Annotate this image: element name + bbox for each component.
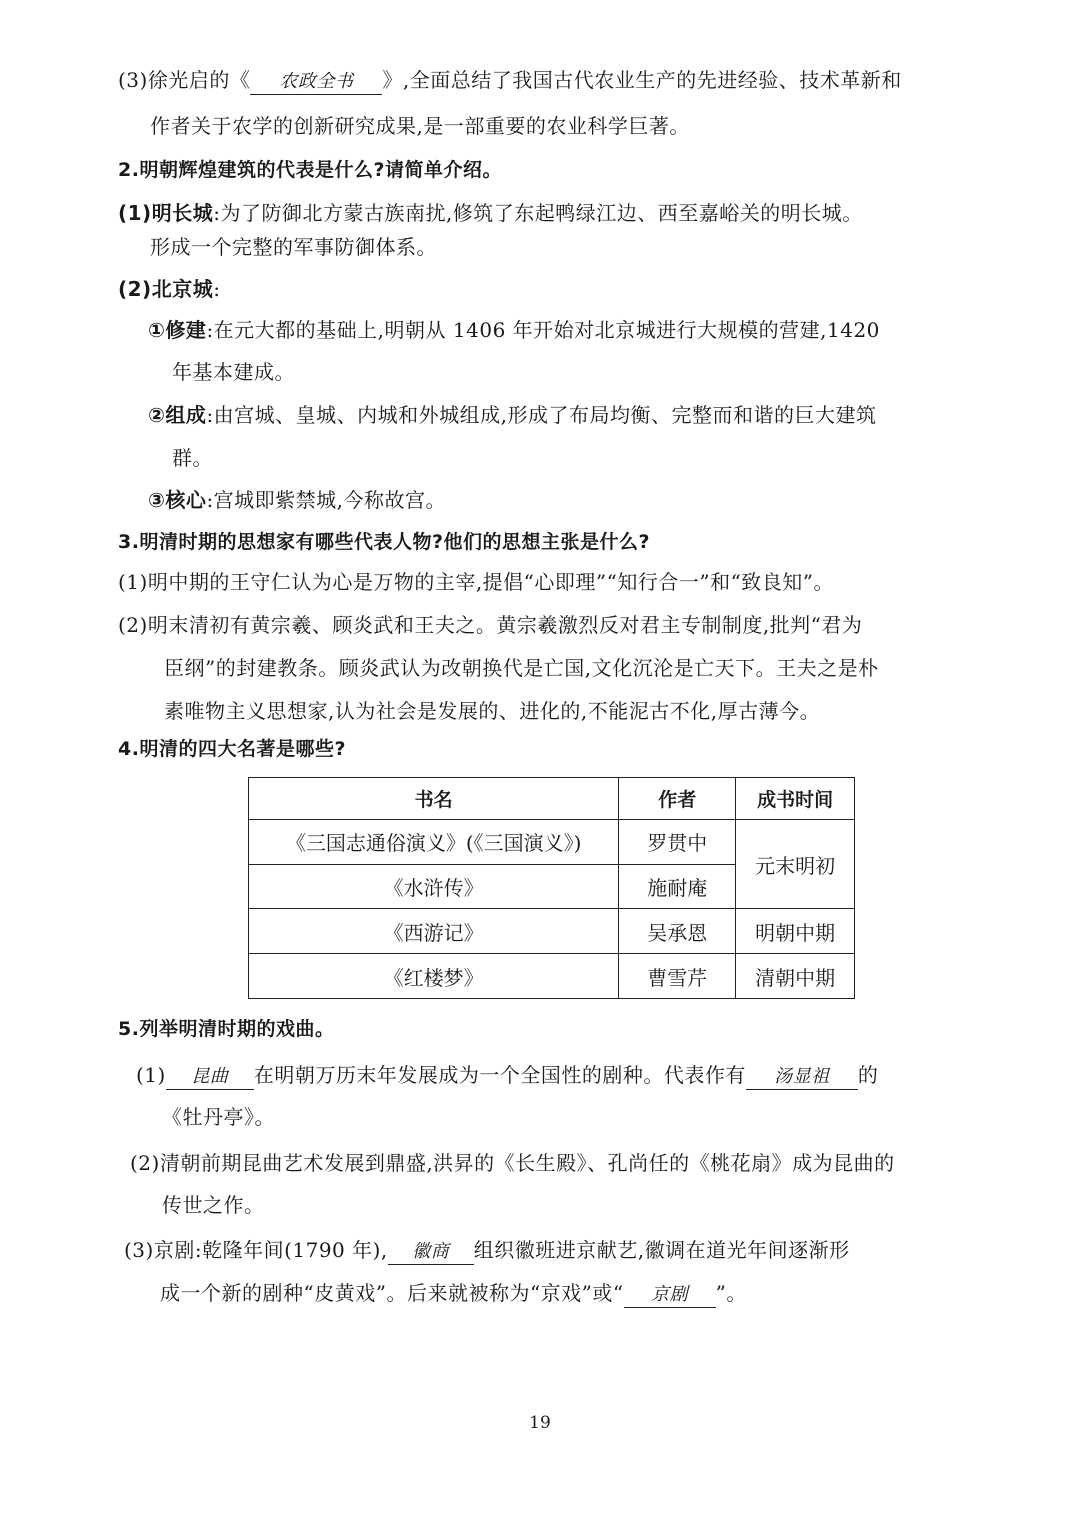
q2-item2-colon: :: [213, 277, 221, 301]
page-number: 19: [529, 1413, 551, 1433]
q5-item1-answer2-blank: 汤显祖: [746, 1065, 858, 1090]
q5-item3-middle: 组织徽班进京献艺,徽调在道光年间逐渐形: [473, 1238, 850, 1262]
q5-item3-line2: [160, 1279, 747, 1308]
table-row: [249, 954, 855, 999]
table-cell-book: 《西游记》: [249, 909, 619, 954]
q5-item3-prefix: (3)京剧:乾隆年间(1790 年),: [124, 1238, 388, 1262]
q2-item1-label: (1)明长城: [118, 201, 214, 225]
table-cell-author: 曹雪芹: [619, 954, 736, 999]
q4-title: 4.明清的四大名著是哪些?: [118, 738, 346, 760]
q1-item3-prefix: (3)徐光启的《: [118, 68, 251, 92]
q2-item2-label: (2)北京城: [118, 277, 214, 301]
q3-item2-line2: 臣纲”的封建教条。顾炎武认为改朝换代是亡国,文化沉沦是亡天下。王夫之是朴: [164, 656, 879, 680]
q5-item3-line1: [124, 1236, 850, 1265]
q5-item1-suffix: 的: [857, 1063, 879, 1087]
q3-item2-line3: 素唯物主义思想家,认为社会是发展的、进化的,不能泥古不化,厚古薄今。: [164, 699, 821, 723]
q2-item2-sub3-line1: [148, 486, 446, 514]
q2-item2-sub3-text: :宫城即紫禁城,今称故宫。: [206, 488, 447, 512]
q2-title: 2.明朝辉煌建筑的代表是什么?请简单介绍。: [118, 159, 502, 181]
q5-item1-line1: [136, 1061, 878, 1090]
table-cell-author: 吴承恩: [619, 909, 736, 954]
four-classics-table: [248, 777, 855, 999]
q2-item2-sub2-line2: 群。: [172, 446, 213, 470]
q5-title: 5.列举明清时期的戏曲。: [118, 1018, 335, 1040]
q2-item2-sub2-label: ②组成: [148, 403, 207, 427]
table-header-row: [249, 778, 855, 820]
q2-item2-sub1-label: ①修建: [148, 318, 207, 342]
q5-item2-line1: (2)清朝前期昆曲艺术发展到鼎盛,洪昇的《长生殿》、孔尚任的《桃花扇》成为昆曲的: [130, 1151, 895, 1175]
q5-item3-answer1-blank: 徽商: [388, 1240, 474, 1265]
q2-item2-sub1-text: :在元大都的基础上,明朝从 1406 年开始对北京城进行大规模的营建,1420: [206, 318, 880, 342]
table-header-book: 书名: [249, 778, 619, 820]
table-header-period: 成书时间: [736, 778, 855, 820]
table-cell-book: 《水浒传》: [249, 864, 619, 909]
q5-item1-middle: 在明朝万历末年发展成为一个全国性的剧种。代表作有: [253, 1063, 746, 1087]
q5-item2-line2: 传世之作。: [162, 1193, 265, 1217]
q2-item1-text: :为了防御北方蒙古族南扰,修筑了东起鸭绿江边、西至嘉峪关的明长城。: [213, 201, 863, 225]
table-header-author: 作者: [619, 778, 736, 820]
q1-item3-line2: 作者关于农学的创新研究成果,是一部重要的农业科学巨著。: [150, 114, 690, 138]
table-cell-book: 《三国志通俗演义》(《三国演义》): [249, 819, 619, 864]
q5-item3-line2-prefix: 成一个新的剧种“皮黄戏”。后来就被称为“京戏”或“: [160, 1281, 624, 1305]
q2-item2-sub2-text: :由宫城、皇城、内城和外城组成,形成了布局均衡、完整而和谐的巨大建筑: [206, 403, 877, 427]
q2-item1-line1: [118, 199, 863, 227]
table-cell-period: 明朝中期: [736, 909, 855, 954]
q1-item3-line1: [118, 66, 902, 95]
q5-item1-prefix: (1): [136, 1063, 166, 1087]
q2-item1-line2: 形成一个完整的军事防御体系。: [150, 235, 437, 259]
q1-item3-suffix: 》,全面总结了我国古代农业生产的先进经验、技术革新和: [382, 68, 902, 92]
table-cell-book: 《红楼梦》: [249, 954, 619, 999]
table-row: [249, 909, 855, 954]
q3-title: 3.明清时期的思想家有哪些代表人物?他们的思想主张是什么?: [118, 531, 650, 553]
table-cell-period: 清朝中期: [736, 954, 855, 999]
table-cell-author: 施耐庵: [619, 864, 736, 909]
q5-item3-line2-suffix: ”。: [715, 1281, 747, 1305]
q1-item3-answer-blank: 农政全书: [250, 70, 382, 95]
table-cell-period-merged: 元末明初: [736, 819, 855, 909]
q5-item3-answer2-blank: 京剧: [624, 1283, 716, 1308]
q3-item2-line1: (2)明末清初有黄宗羲、顾炎武和王夫之。黄宗羲激烈反对君主专制制度,批判“君为: [118, 613, 863, 637]
q2-item2-sub1-line1: [148, 316, 880, 344]
q2-item2-sub1-line2: 年基本建成。: [172, 360, 295, 384]
q3-item1: (1)明中期的王守仁认为心是万物的主宰,提倡“心即理”“知行合一”和“致良知”。: [118, 570, 835, 594]
q5-item1-answer1-blank: 昆曲: [166, 1065, 254, 1090]
q2-item2-sub2-line1: [148, 401, 877, 429]
q5-item1-line2: 《牡丹亭》。: [162, 1105, 275, 1129]
table-row: [249, 819, 855, 864]
table-cell-author: 罗贯中: [619, 819, 736, 864]
q2-item2-heading: [118, 275, 220, 303]
q2-item2-sub3-label: ③核心: [148, 488, 207, 512]
